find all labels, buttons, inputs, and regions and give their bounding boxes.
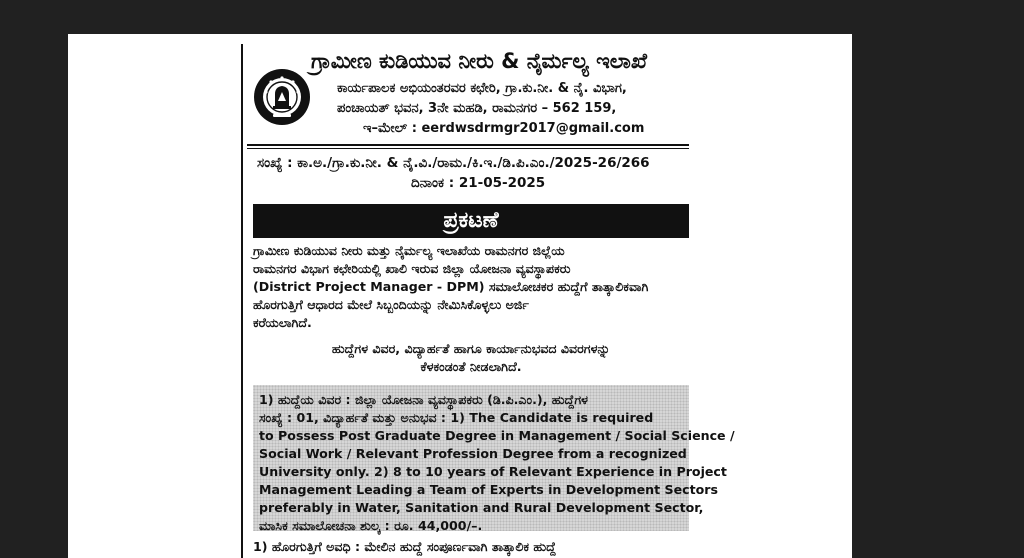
department-title: ಗ್ರಾಮೀಣ ಕುಡಿಯುವ ನೀರು & ನೈರ್ಮಲ್ಯ ಇಲಾಖೆ (311, 49, 647, 73)
details-line: ಮಾಸಿಕ ಸಮಾಲೋಚನಾ ಶುಲ್ಕ : ರೂ. 44,000/–. (259, 518, 483, 533)
intro-line: ಗ್ರಾಮೀಣ ಕುಡಿಯುವ ನೀರು ಮತ್ತು ನೈರ್ಮಲ್ಯ ಇಲಾಖೆಯ ರಾಮನಗರ ಜಿಲ್ಲೆಯ (253, 243, 565, 258)
newspaper-page (68, 34, 852, 558)
office-address-line1: ಕಾರ್ಯಪಾಲಕ ಅಭಿಯಂತರವರ ಕಛೇರಿ, ಗ್ರಾ.ಕು.ನೀ. & ನೈ. ವಿಭಾಗ, (337, 81, 627, 96)
intro-line: ರಾಮನಗರ ವಿಭಾಗ ಕಛೇರಿಯಲ್ಲಿ ಖಾಲಿ ಇರುವ ಜಿಲ್ಲಾ ಯೋಜನಾ ವ್ಯವಸ್ಥಾಪಕರು (253, 261, 571, 276)
subheading-line: ಕೆಳಕಂಡಂತೆ ನೀಡಲಾಗಿದೆ. (420, 359, 522, 374)
details-subheading (253, 340, 689, 376)
subheading-line: ಹುದ್ದೆಗಳ ವಿವರ, ವಿದ್ಯಾರ್ಹತೆ ಹಾಗೂ ಕಾರ್ಯಾನುಭವದ ವಿವರಗಳನ್ನು (331, 341, 611, 356)
post-details-paragraph (259, 391, 735, 535)
office-address-line2: ಪಂಚಾಯತ್ ಭವನ, 3ನೇ ಮಹಡಿ, ರಾಮನಗರ – 562 159, (337, 101, 617, 116)
notice-clipping (241, 44, 735, 558)
details-line: ಸಂಖ್ಯೆ : 01, ವಿದ್ಯಾರ್ಹತೆ ಮತ್ತು ಅನುಭವ : 1) The Candidate is required (259, 410, 654, 425)
intro-paragraph (253, 242, 687, 332)
intro-line: ಕರೆಯಲಾಗಿದೆ. (253, 315, 312, 330)
outsourcing-period-paragraph (253, 538, 687, 556)
header-divider-thin (247, 148, 689, 149)
notice-banner: ಪ್ರಕಟಣೆ (253, 204, 689, 238)
post-details-box (253, 385, 735, 533)
footer-line: 1) ಹೊರಗುತ್ತಿಗೆ ಅವಧಿ : ಮೇಲಿನ ಹುದ್ದೆ ಸಂಪೂರ್ಣವಾಗಿ ತಾತ್ಕಾಲಿಕ ಹುದ್ದೆ (253, 539, 556, 554)
details-line: Management Leading a Team of Experts in Development Sectors (259, 482, 718, 497)
karnataka-emblem-icon (253, 68, 311, 126)
details-line: University only. 2) 8 to 10 years of Relevant Experience in Project (259, 464, 727, 479)
notice-document (241, 44, 735, 558)
details-line: 1) ಹುದ್ದೆಯ ವಿವರ : ಜಿಲ್ಲಾ ಯೋಜನಾ ವ್ಯವಸ್ಥಾಪಕರು (ಡಿ.ಪಿ.ಎಂ.), ಹುದ್ದೆಗಳ (259, 392, 588, 407)
reference-number: ಸಂಖ್ಯೆ : ಕಾ.ಅ./ಗ್ರಾ.ಕು.ನೀ. & ನೈ.ವಿ./ರಾಮ./ಕಿ.ಇ./ಡಿ.ಪಿ.ಎಂ./2025-26/266 (257, 155, 650, 171)
details-line: preferably in Water, Sanitation and Rural Development Sector, (259, 500, 704, 515)
header-divider (247, 144, 689, 146)
office-email: ಇ–ಮೇಲ್ : eerdwsdrmgr2017@gmail.com (363, 121, 645, 136)
intro-line: ಹೊರಗುತ್ತಿಗೆ ಆಧಾರದ ಮೇಲೆ ಸಿಬ್ಬಂದಿಯನ್ನು ನೇಮಿಸಿಕೊಳ್ಳಲು ಅರ್ಜಿ (253, 297, 529, 312)
notice-date: ದಿನಾಂಕ : 21-05-2025 (411, 175, 546, 191)
details-line: to Possess Post Graduate Degree in Management / Social Science / (259, 428, 735, 443)
details-line: Social Work / Relevant Profession Degree from a recognized (259, 446, 687, 461)
intro-line: (District Project Manager - DPM) ಸಮಾಲೋಚಕರ ಹುದ್ದೆಗೆ ತಾತ್ಕಾಲಿಕವಾಗಿ (253, 279, 649, 294)
